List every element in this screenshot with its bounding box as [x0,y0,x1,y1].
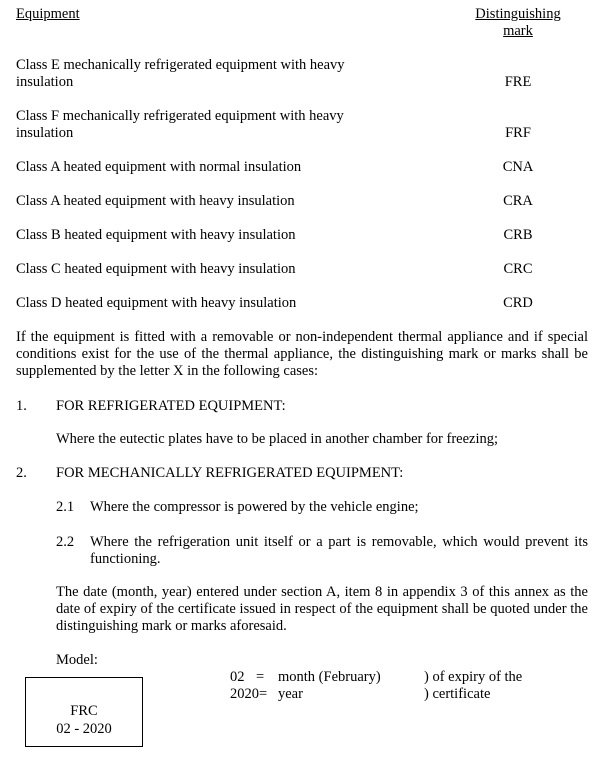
equipment-row-mark: CNA [502,159,534,175]
legend-description: year [278,686,303,702]
mark-column-header: Distinguishing mark [475,6,561,39]
item-text: Where the eutectic plates have to be placed in another chamber for freezing; [56,431,499,447]
equipment-row-label: Class B heated equipment with heavy insulation [16,227,296,243]
subitem-number: 2.1 [56,499,75,515]
equipment-row-label: Class A heated equipment with heavy insulation [16,193,295,209]
date-paragraph: The date (month, year) entered under section A, item 8 in appendix 3 of this annex as the date of expiry of the certificate issued in respect of the equipment shall be quoted under the distinguishing mark or marks aforesaid. [56,584,588,634]
equipment-row-mark: FRF [505,125,531,141]
model-mark-code: FRC [70,703,98,719]
intro-paragraph: If the equipment is fitted with a removable or non-independent thermal appliance and if special conditions exist for the use of the thermal appliance, the distinguishing mark or marks shall be supplemented by the letter X in the following cases: [16,329,588,379]
legend-code: 02 [230,669,245,685]
legend-note: ) certificate [424,686,491,702]
equipment-row-mark: CRC [503,261,533,277]
subitem-text: Where the compressor is powered by the vehicle engine; [90,499,419,515]
subitem-number: 2.2 [56,534,75,550]
equipment-row-mark: FRE [504,74,532,90]
item-title: FOR REFRIGERATED EQUIPMENT: [56,398,286,414]
equipment-row-label: Class C heated equipment with heavy insulation [16,261,296,277]
equipment-row-label: Class F mechanically refrigerated equipment with heavy insulation [16,108,344,141]
equipment-row-label: Class D heated equipment with heavy insulation [16,295,297,311]
legend-note: ) of expiry of the [424,669,523,685]
item-number: 1. [16,398,27,414]
model-mark-box [25,677,143,747]
model-label: Model: [56,652,98,668]
legend-description: month (February) [278,669,381,685]
model-mark-date: 02 - 2020 [56,721,112,737]
equipment-column-header: Equipment [16,6,80,22]
equipment-row-label: Class E mechanically refrigerated equipment with heavy insulation [16,57,345,90]
equipment-row-label: Class A heated equipment with normal insulation [16,159,302,175]
subitem-text: Where the refrigeration unit itself or a part is removable, which would prevent its functioning. [90,534,588,567]
equipment-row-mark: CRB [503,227,533,243]
item-title: FOR MECHANICALLY REFRIGERATED EQUIPMENT: [56,465,404,481]
item-number: 2. [16,465,27,481]
legend-equals: = [256,669,265,685]
equipment-row-mark: CRD [503,295,533,311]
equipment-row-mark: CRA [503,193,533,209]
legend-code: 2020= [230,686,268,702]
